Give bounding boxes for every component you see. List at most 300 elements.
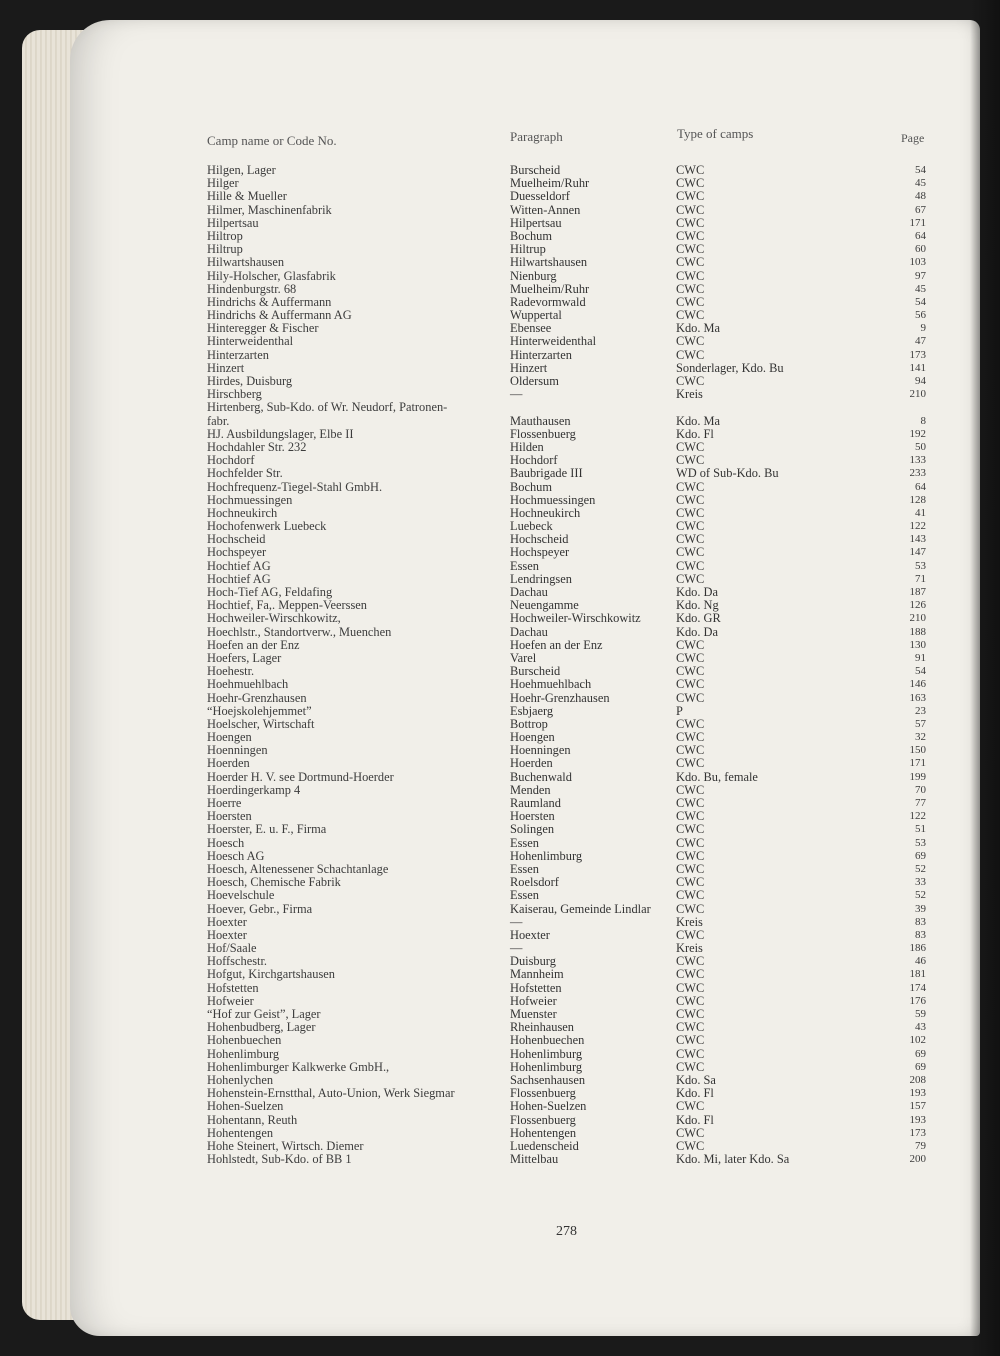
paragraph-cell: Essen: [510, 558, 539, 573]
page-ref-cell: 174: [909, 981, 926, 994]
camp-type-cell: Kdo. Sa: [676, 1072, 716, 1087]
page-ref-cell: 48: [915, 190, 926, 203]
camp-name-cell: Hochfelder Str.: [207, 466, 283, 481]
camp-name-cell: Hily-Holscher, Glasfabrik: [207, 268, 336, 283]
camp-type-cell: CWC: [676, 954, 705, 969]
paragraph-cell: Kaiserau, Gemeinde Lindlar: [510, 901, 651, 916]
paragraph-cell: Menden: [510, 782, 551, 797]
camp-name-cell: Hoengen: [207, 730, 252, 745]
camp-name-cell: Hohenlimburg: [207, 1046, 280, 1061]
camp-name-cell: Hoehestr.: [207, 664, 255, 679]
page-ref-cell: 69: [915, 1047, 926, 1060]
camp-name-cell: Hochdahler Str. 232: [207, 439, 307, 454]
camp-type-cell: Kreis: [676, 914, 703, 929]
page-ref-cell: 199: [909, 770, 926, 783]
page-ref-cell: 54: [915, 164, 926, 176]
camp-type-cell: CWC: [676, 215, 705, 230]
paragraph-cell: Hiltrup: [510, 242, 546, 257]
camp-type-cell: Kdo. GR: [676, 611, 721, 626]
camp-type-cell: CWC: [676, 453, 705, 468]
camp-name-cell: Hochofenwerk Luebeck: [207, 519, 327, 534]
paragraph-cell: Hochscheid: [510, 532, 569, 547]
paragraph-cell: Solingen: [510, 822, 555, 837]
camp-type-cell: Kdo. Bu, female: [676, 769, 758, 784]
paragraph-cell: Baubrigade III: [510, 466, 583, 481]
paragraph-cell: Burscheid: [510, 664, 561, 679]
camp-name-cell: Hohentengen: [207, 1125, 274, 1140]
paragraph-cell: Esbjaerg: [510, 703, 554, 718]
camp-type-cell: CWC: [676, 730, 705, 745]
camp-type-cell: Sonderlager, Kdo. Bu: [676, 360, 784, 375]
paragraph-cell: Lendringsen: [510, 571, 572, 586]
page-ref-cell: 71: [915, 572, 926, 585]
page-ref-cell: 210: [909, 388, 926, 401]
camp-type-cell: CWC: [676, 967, 705, 982]
paragraph-cell: Luebeck: [510, 519, 553, 534]
camp-name-cell: Hoexter: [207, 927, 247, 942]
paragraph-cell: Bochum: [510, 479, 552, 494]
page-ref-cell: 46: [915, 955, 926, 968]
camp-name-cell: Hirdes, Duisburg: [207, 374, 293, 388]
camp-name-cell: Hofgut, Kirchgartshausen: [207, 967, 336, 982]
page-ref-cell: 56: [915, 309, 926, 322]
camp-name-cell: Hohen-Suelzen: [207, 1099, 284, 1114]
camp-type-cell: P: [676, 703, 683, 718]
paragraph-cell: Burscheid: [510, 163, 561, 177]
paragraph-cell: Wuppertal: [510, 308, 562, 323]
camp-type-cell: CWC: [676, 1125, 705, 1140]
paragraph-cell: Mittelbau: [510, 1152, 559, 1167]
page-ref-cell: 150: [909, 744, 926, 757]
camp-name-cell: Hoerster, E. u. F., Firma: [207, 822, 327, 837]
paragraph-cell: Hinterzarten: [510, 347, 572, 362]
paragraph-cell: Hochdorf: [510, 453, 558, 468]
page-ref-cell: 173: [909, 1126, 926, 1139]
camp-type-cell: CWC: [676, 558, 705, 573]
paragraph-cell: Muenster: [510, 1007, 557, 1021]
camp-type-cell: CWC: [676, 479, 705, 494]
camp-name-cell: HJ. Ausbildungslager, Elbe II: [207, 426, 354, 441]
page-ref-cell: 83: [915, 928, 926, 941]
header-camp-name: Camp name or Code No.: [207, 133, 337, 148]
page-ref-cell: 147: [909, 546, 926, 559]
page-ref-cell: 83: [915, 915, 926, 928]
camp-name-cell: Hochscheid: [207, 532, 266, 547]
camp-name-cell: Hochmuessingen: [207, 492, 293, 507]
paragraph-cell: —: [510, 387, 523, 402]
camp-name-cell: Hofstetten: [207, 980, 259, 995]
camp-name-cell: Hilmer, Maschinenfabrik: [207, 202, 332, 217]
paragraph-cell: Flossenbuerg: [510, 1112, 576, 1127]
paragraph-cell: Hoersten: [510, 809, 555, 824]
type-column: [676, 164, 876, 1166]
page-ref-cell: 133: [909, 454, 926, 467]
page-ref-cell: 59: [915, 1008, 926, 1020]
camp-name-cell: Hoehr-Grenzhausen: [207, 690, 307, 705]
camp-name-cell: Hochweiler-Wirschkowitz,: [207, 611, 341, 626]
page-ref-cell: 122: [909, 520, 926, 533]
page-ref-cell: 23: [915, 704, 926, 717]
paragraph-cell: Duesseldorf: [510, 189, 570, 204]
page-ref-cell: 8: [920, 414, 926, 427]
camp-type-cell: CWC: [676, 690, 705, 705]
page-ref-cell: 181: [909, 968, 926, 981]
camp-name-cell: Hilger: [207, 176, 239, 191]
paragraph-cell: Rheinhausen: [510, 1020, 575, 1035]
camp-type-cell: CWC: [676, 1020, 705, 1035]
camp-type-cell: Kdo. Fl: [676, 426, 714, 441]
paragraph-cell: Hohenlimburg: [510, 1059, 583, 1074]
paragraph-cell: Muelheim/Ruhr: [510, 281, 590, 296]
camp-type-cell: CWC: [676, 888, 705, 903]
paragraph-cell: Hohenlimburg: [510, 1046, 583, 1061]
camp-name-cell: “Hoejskolehjemmet”: [207, 703, 312, 718]
camp-type-cell: CWC: [676, 571, 705, 586]
paragraph-cell: Hochneukirch: [510, 505, 581, 520]
page-column: [880, 164, 926, 1166]
camp-type-cell: Kreis: [676, 941, 703, 956]
paragraph-cell: Muelheim/Ruhr: [510, 176, 590, 191]
camp-type-cell: CWC: [676, 505, 705, 520]
page-ref-cell: 39: [915, 902, 926, 915]
camp-name-cell: Hoefers, Lager: [207, 650, 282, 665]
camp-name-cell: Hohenlimburger Kalkwerke GmbH.,: [207, 1059, 390, 1074]
paragraph-cell: Hochweiler-Wirschkowitz: [510, 611, 641, 626]
camp-type-cell: WD of Sub-Kdo. Bu: [676, 466, 779, 481]
camp-type-cell: Kdo. Da: [676, 585, 718, 599]
camp-name-cell: Hochtief AG: [207, 571, 271, 586]
paragraph-cell: —: [510, 914, 523, 929]
page-ref-cell: 157: [909, 1100, 926, 1113]
paragraph-cell: Hohenlimburg: [510, 848, 583, 863]
paragraph-cell: Dachau: [510, 585, 548, 599]
page-ref-cell: 176: [909, 994, 926, 1007]
page-ref-cell: 70: [915, 783, 926, 796]
page-ref-cell: 233: [909, 467, 926, 480]
camp-type-cell: [676, 401, 876, 414]
camp-name-cell: Hoehmuehlbach: [207, 677, 289, 692]
page-ref-cell: 200: [909, 1153, 926, 1166]
paragraph-cell: Flossenbuerg: [510, 426, 576, 441]
camp-name-cell: Hinterweidenthal: [207, 334, 294, 349]
page-ref-cell: 54: [915, 295, 926, 308]
paragraph-column: [510, 164, 680, 1166]
page-ref-cell: 64: [915, 480, 926, 493]
page-ref-cell: 45: [915, 177, 926, 190]
page-ref-cell: 210: [909, 612, 926, 625]
camp-type-cell: CWC: [676, 822, 705, 837]
camp-type-cell: CWC: [676, 1007, 705, 1021]
camp-name-cell: Hoffschestr.: [207, 954, 267, 969]
camp-name-cell: Hochneukirch: [207, 505, 278, 520]
camp-type-cell: CWC: [676, 176, 705, 191]
page-ref-cell: 192: [909, 427, 926, 440]
page-ref-cell: 60: [915, 243, 926, 256]
camp-name-cell: Hohenbuechen: [207, 1033, 282, 1048]
paragraph-cell: Bottrop: [510, 716, 548, 731]
paragraph-cell: Hochspeyer: [510, 545, 570, 560]
paragraph-cell: —: [510, 941, 523, 956]
page-ref-cell: 193: [909, 1087, 926, 1100]
camp-name-cell: Hirtenberg, Sub-Kdo. of Wr. Neudorf, Patronen-: [207, 400, 448, 415]
page-ref-cell: 171: [909, 757, 926, 770]
camp-type-cell: CWC: [676, 347, 705, 362]
page-ref-cell: 64: [915, 229, 926, 242]
camp-name-cell: Hoexter: [207, 914, 247, 929]
camp-name-cell: Hohe Steinert, Wirtsch. Diemer: [207, 1138, 364, 1153]
camp-type-cell: CWC: [676, 1138, 705, 1153]
page-ref-cell: 51: [915, 823, 926, 836]
paragraph-cell: Hoexter: [510, 927, 550, 942]
page-ref-cell: 54: [915, 665, 926, 678]
page-ref-cell: 102: [909, 1034, 926, 1047]
page-ref-cell: 9: [920, 322, 926, 335]
paragraph-cell: Hoehmuehlbach: [510, 677, 592, 692]
page-ref-cell: 188: [909, 625, 926, 638]
camp-name-cell: Hoersten: [207, 809, 252, 824]
page-ref-cell: 208: [909, 1073, 926, 1086]
camp-name-cell: Hochtief AG: [207, 558, 271, 573]
camp-name-cell: “Hof zur Geist”, Lager: [207, 1007, 321, 1021]
page-ref-cell: 53: [915, 836, 926, 849]
camp-type-cell: CWC: [676, 861, 705, 876]
paragraph-cell: Oldersum: [510, 374, 559, 388]
paragraph-cell: Hoefen an der Enz: [510, 637, 603, 652]
camp-type-cell: CWC: [676, 519, 705, 534]
camp-type-cell: Kdo. Mi, later Kdo. Sa: [676, 1152, 790, 1167]
camp-type-cell: CWC: [676, 374, 705, 388]
page-ref-cell: 193: [909, 1113, 926, 1126]
camp-type-cell: CWC: [676, 993, 705, 1008]
camp-name-cell: Hoechlstr., Standortverw., Muenchen: [207, 624, 392, 639]
paragraph-cell: Raumland: [510, 796, 561, 810]
paragraph-cell: Flossenbuerg: [510, 1086, 576, 1101]
page-shadow: [970, 0, 1000, 1356]
page-ref-cell: 79: [915, 1139, 926, 1152]
camp-name-cell: Hohlstedt, Sub-Kdo. of BB 1: [207, 1152, 352, 1167]
paragraph-cell: Buchenwald: [510, 769, 572, 784]
paragraph-cell: Hilden: [510, 439, 544, 454]
paragraph-cell: Essen: [510, 835, 539, 850]
camp-type-cell: CWC: [676, 545, 705, 560]
camp-type-cell: CWC: [676, 492, 705, 507]
camp-name-cell: Hinteregger & Fischer: [207, 321, 319, 336]
paragraph-cell: Hohenbuechen: [510, 1033, 585, 1048]
camp-type-cell: CWC: [676, 1099, 705, 1114]
camp-type-cell: CWC: [676, 796, 705, 810]
camp-name-cell: Hille & Mueller: [207, 189, 287, 204]
page-number: 278: [556, 1224, 577, 1239]
camp-name-cell: Hinterzarten: [207, 347, 269, 362]
camp-type-cell: CWC: [676, 268, 705, 283]
page-ref-cell: 163: [909, 691, 926, 704]
paragraph-cell: Essen: [510, 861, 539, 876]
camp-type-cell: CWC: [676, 809, 705, 824]
page-ref-cell: 33: [915, 876, 926, 889]
paragraph-cell: Roelsdorf: [510, 875, 559, 890]
camp-type-cell: Kreis: [676, 387, 703, 402]
paragraph-cell: Hilpertsau: [510, 215, 562, 230]
page-ref-cell: 69: [915, 1060, 926, 1073]
camp-type-cell: CWC: [676, 334, 705, 349]
paragraph-cell: Neuengamme: [510, 598, 579, 613]
camp-name-cell: Hoerder H. V. see Dortmund-Hoerder: [207, 769, 394, 784]
header-type: Type of camps: [677, 126, 754, 141]
camp-name-cell: Hofweier: [207, 993, 254, 1008]
page-ref-cell: 32: [915, 731, 926, 744]
camp-name-cell: Hilgen, Lager: [207, 163, 276, 177]
paragraph-cell: Hoenningen: [510, 743, 571, 758]
page-ref-cell: 103: [909, 256, 926, 269]
paragraph-cell: Hoerden: [510, 756, 553, 771]
paragraph-cell: Nienburg: [510, 268, 557, 283]
camp-type-cell: CWC: [676, 228, 705, 243]
camp-type-cell: CWC: [676, 927, 705, 942]
page-ref-cell: 171: [909, 216, 926, 229]
camp-name-cell: Hilwartshausen: [207, 255, 285, 270]
camp-type-cell: CWC: [676, 1059, 705, 1074]
paragraph-cell: Hoehr-Grenzhausen: [510, 690, 610, 705]
camp-type-cell: CWC: [676, 189, 705, 204]
camp-type-cell: CWC: [676, 1033, 705, 1048]
camp-type-cell: CWC: [676, 255, 705, 270]
camp-type-cell: CWC: [676, 848, 705, 863]
camp-type-cell: CWC: [676, 782, 705, 797]
page-ref-cell: 173: [909, 348, 926, 361]
camp-type-cell: CWC: [676, 202, 705, 217]
page-ref-cell: [880, 401, 926, 414]
camp-name-cell: Hoelscher, Wirtschaft: [207, 716, 315, 731]
camp-type-cell: CWC: [676, 716, 705, 731]
camp-type-cell: CWC: [676, 242, 705, 257]
camp-name-cell: Hoever, Gebr., Firma: [207, 901, 313, 916]
camp-type-cell: Kdo. Da: [676, 624, 718, 639]
camp-name-cell: Hoevelschule: [207, 888, 275, 903]
camp-type-cell: CWC: [676, 875, 705, 890]
paragraph-cell: Luedenscheid: [510, 1138, 579, 1153]
page-ref-cell: 146: [909, 678, 926, 691]
header-page: Page: [901, 131, 925, 145]
camp-type-cell: CWC: [676, 294, 705, 309]
camp-name-cell: Hoenningen: [207, 743, 268, 758]
camp-name-cell: Hoerdingerkamp 4: [207, 782, 301, 797]
camp-name-cell: Hoesch: [207, 835, 245, 850]
camp-name-cell: Hochfrequenz-Tiegel-Stahl GmbH.: [207, 479, 383, 494]
paragraph-cell: Sachsenhausen: [510, 1072, 586, 1087]
camp-type-cell: CWC: [676, 980, 705, 995]
camp-name-cell: Hoesch, Altenessener Schachtanlage: [207, 861, 389, 876]
page-ref-cell: 53: [915, 559, 926, 572]
camp-type-cell: CWC: [676, 163, 705, 177]
camp-name-cell: Hochtief, Fa,. Meppen-Veerssen: [207, 598, 367, 613]
page-ref-cell: 128: [909, 493, 926, 506]
camp-type-cell: CWC: [676, 677, 705, 692]
camp-name-cell: Hoerre: [207, 796, 242, 810]
camp-type-cell: Kdo. Ng: [676, 598, 719, 613]
paragraph-cell: Bochum: [510, 228, 552, 243]
camp-name-cell: Hoesch, Chemische Fabrik: [207, 875, 341, 890]
camp-type-cell: CWC: [676, 901, 705, 916]
paragraph-cell: Essen: [510, 888, 539, 903]
camp-name-cell: Hindrichs & Auffermann: [207, 294, 332, 309]
page-ref-cell: 52: [915, 889, 926, 902]
paragraph-cell: Ebensee: [510, 321, 552, 336]
page-ref-cell: 186: [909, 942, 926, 955]
camp-name-cell: Hoefen an der Enz: [207, 637, 300, 652]
page-ref-cell: 77: [915, 797, 926, 809]
page-ref-cell: 130: [909, 638, 926, 651]
camp-type-cell: CWC: [676, 743, 705, 758]
camp-type-cell: CWC: [676, 756, 705, 771]
paragraph-cell: Radevormwald: [510, 294, 586, 309]
camp-name-cell: Hirschberg: [207, 387, 262, 402]
camp-name-cell: Hoesch AG: [207, 848, 265, 863]
paragraph-cell: Hofstetten: [510, 980, 562, 995]
camp-type-cell: Kdo. Fl: [676, 1112, 714, 1127]
paragraph-cell: Hohen-Suelzen: [510, 1099, 587, 1114]
paragraph-cell: Mannheim: [510, 967, 564, 982]
paragraph-cell: Duisburg: [510, 954, 556, 969]
paragraph-cell: Hoengen: [510, 730, 555, 745]
page-ref-cell: 91: [915, 651, 926, 664]
paragraph-cell: Mauthausen: [510, 413, 571, 428]
paragraph-cell: Dachau: [510, 624, 548, 639]
camp-type-cell: CWC: [676, 439, 705, 454]
page-ref-cell: 45: [915, 282, 926, 295]
camp-name-cell: Hochspeyer: [207, 545, 267, 560]
camp-type-cell: Kdo. Fl: [676, 1086, 714, 1101]
camp-type-cell: CWC: [676, 1046, 705, 1061]
page-ref-cell: 47: [915, 335, 926, 348]
page-ref-cell: 143: [909, 533, 926, 546]
header-paragraph: Paragraph: [510, 129, 563, 144]
camp-name-cell: Hiltrop: [207, 228, 243, 243]
page-ref-cell: 41: [915, 506, 926, 519]
camp-type-cell: CWC: [676, 281, 705, 296]
paragraph-cell: Hinterweidenthal: [510, 334, 597, 349]
camp-type-cell: CWC: [676, 835, 705, 850]
paragraph-cell: [510, 401, 680, 414]
paragraph-cell: Hinzert: [510, 360, 548, 375]
camp-name-cell: fabr.: [207, 413, 230, 428]
camp-name-cell: Hiltrup: [207, 242, 243, 257]
camp-type-cell: Kdo. Ma: [676, 321, 721, 336]
camp-name-cell: Hoch-Tief AG, Feldafing: [207, 585, 333, 599]
camp-name-cell: Hohenbudberg, Lager: [207, 1020, 316, 1035]
paragraph-cell: Hilwartshausen: [510, 255, 588, 270]
camp-name-cell: Hochdorf: [207, 453, 255, 468]
camp-name-cell: Hilpertsau: [207, 215, 259, 230]
page-ref-cell: 52: [915, 862, 926, 875]
paragraph-cell: Hohentengen: [510, 1125, 577, 1140]
paragraph-cell: Hochmuessingen: [510, 492, 596, 507]
paragraph-cell: Varel: [510, 650, 537, 665]
page-ref-cell: 122: [909, 810, 926, 823]
camp-name-cell: Hohenstein-Ernstthal, Auto-Union, Werk Siegmar: [207, 1086, 455, 1101]
camp-name-cell: Hinzert: [207, 360, 245, 375]
camp-type-cell: Kdo. Ma: [676, 413, 721, 428]
page-ref-cell: 97: [915, 269, 926, 282]
page-ref-cell: 94: [915, 375, 926, 387]
camp-name-cell: Hof/Saale: [207, 941, 257, 956]
camp-name-cell: Hindenburgstr. 68: [207, 281, 297, 296]
camp-name-cell: Hindrichs & Auffermann AG: [207, 308, 352, 323]
camp-type-cell: CWC: [676, 650, 705, 665]
camp-type-cell: CWC: [676, 664, 705, 679]
camp-name-cell: Hohenlychen: [207, 1072, 274, 1087]
page-ref-cell: 69: [915, 849, 926, 862]
page-ref-cell: 50: [915, 440, 926, 453]
